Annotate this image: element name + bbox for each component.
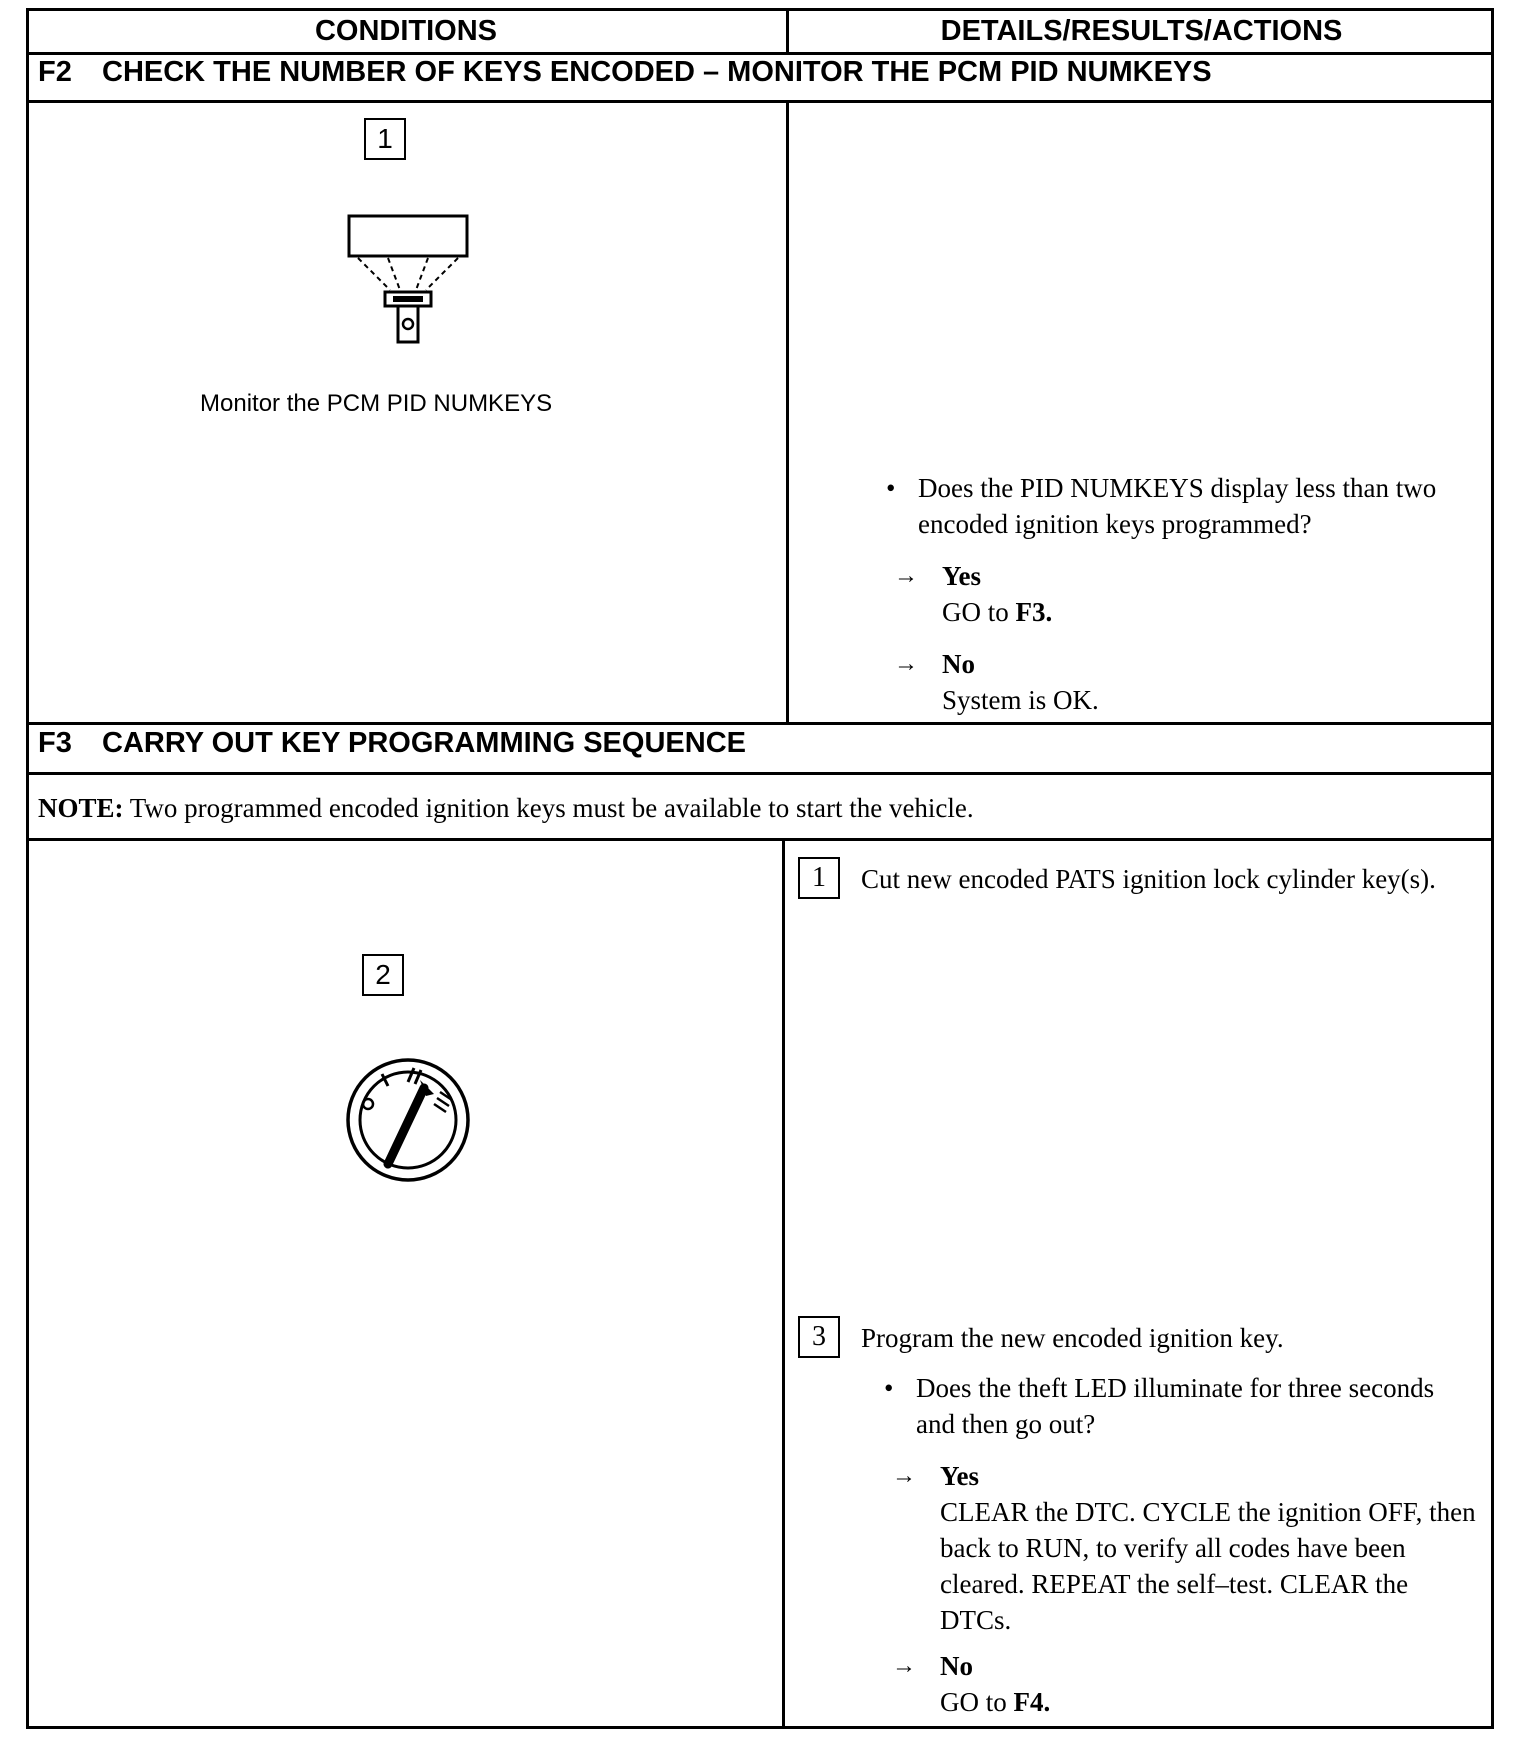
f3-step1-number: 1 — [798, 857, 840, 899]
f2-no-label: No — [942, 649, 975, 679]
f3-step2-number: 2 — [362, 954, 404, 996]
f3-yes-outcome — [892, 1458, 1482, 1638]
f3-title-row — [38, 727, 746, 760]
f3-step3-text: Program the new encoded ignition key. — [861, 1323, 1284, 1353]
f2-yes-target[interactable]: F3. — [1015, 597, 1053, 627]
f3-code: F3 — [38, 727, 72, 759]
note-text: Two programmed encoded ignition keys must be available to start the vehicle. — [129, 793, 974, 823]
f3-step1-text: Cut new encoded PATS ignition lock cylinder key(s). — [861, 864, 1436, 894]
f3-title: CARRY OUT KEY PROGRAMMING SEQUENCE — [102, 727, 746, 759]
rule-f2-title — [26, 100, 1494, 103]
f3-no-prefix: GO to — [940, 1687, 1007, 1717]
f2-title: CHECK THE NUMBER OF KEYS ENCODED – MONITOR THE PCM PID NUMKEYS — [102, 56, 1212, 88]
f2-caption: Monitor the PCM PID NUMKEYS — [200, 390, 553, 417]
f3-no-outcome — [892, 1648, 1050, 1720]
f2-question — [886, 470, 1466, 542]
conditions-heading: CONDITIONS — [314, 15, 498, 47]
f2-step-number: 1 — [364, 118, 406, 160]
f3-note — [38, 793, 974, 824]
f3-question — [884, 1370, 1464, 1442]
right-arrow-icon: → — [894, 563, 918, 589]
rule-header — [26, 52, 1494, 55]
f3-step3-number: 3 — [798, 1316, 840, 1358]
rule-col-f2 — [786, 100, 789, 724]
f2-code: F2 — [38, 56, 72, 88]
bullet-icon: • — [884, 1373, 894, 1403]
ignition-switch-icon — [344, 1056, 472, 1184]
f3-no-target[interactable]: F4. — [1013, 1687, 1051, 1717]
f3-yes-text: CLEAR the DTC. CYCLE the ignition OFF, then back to RUN, to verify all codes have been cleared. REPEAT the self–test. CLEAR the DTCs. — [940, 1497, 1476, 1635]
details-heading: DETAILS/RESULTS/ACTIONS — [940, 15, 1343, 47]
right-arrow-icon: → — [894, 651, 918, 677]
rule-note — [26, 838, 1494, 841]
right-arrow-icon: → — [892, 1463, 916, 1489]
rule-f3-title — [26, 772, 1494, 775]
f2-title-row — [38, 56, 1212, 89]
f2-yes-label: Yes — [942, 561, 981, 591]
f2-yes-outcome — [894, 558, 1052, 630]
rule-col-f3 — [782, 838, 785, 1729]
f3-question-text: Does the theft LED illuminate for three seconds and then go out? — [916, 1373, 1435, 1439]
f2-no-text: System is OK. — [942, 685, 1099, 715]
right-arrow-icon: → — [892, 1653, 916, 1679]
f3-yes-label: Yes — [940, 1461, 979, 1491]
note-label: NOTE: — [38, 793, 124, 823]
f2-no-outcome — [894, 646, 1099, 718]
f3-no-label: No — [940, 1651, 973, 1681]
bullet-icon: • — [886, 473, 896, 503]
f2-question-text: Does the PID NUMKEYS display less than two encoded ignition keys programmed? — [918, 473, 1437, 539]
f2-yes-prefix: GO to — [942, 597, 1009, 627]
rule-f2-end — [26, 722, 1494, 725]
scan-tool-icon — [340, 210, 480, 360]
